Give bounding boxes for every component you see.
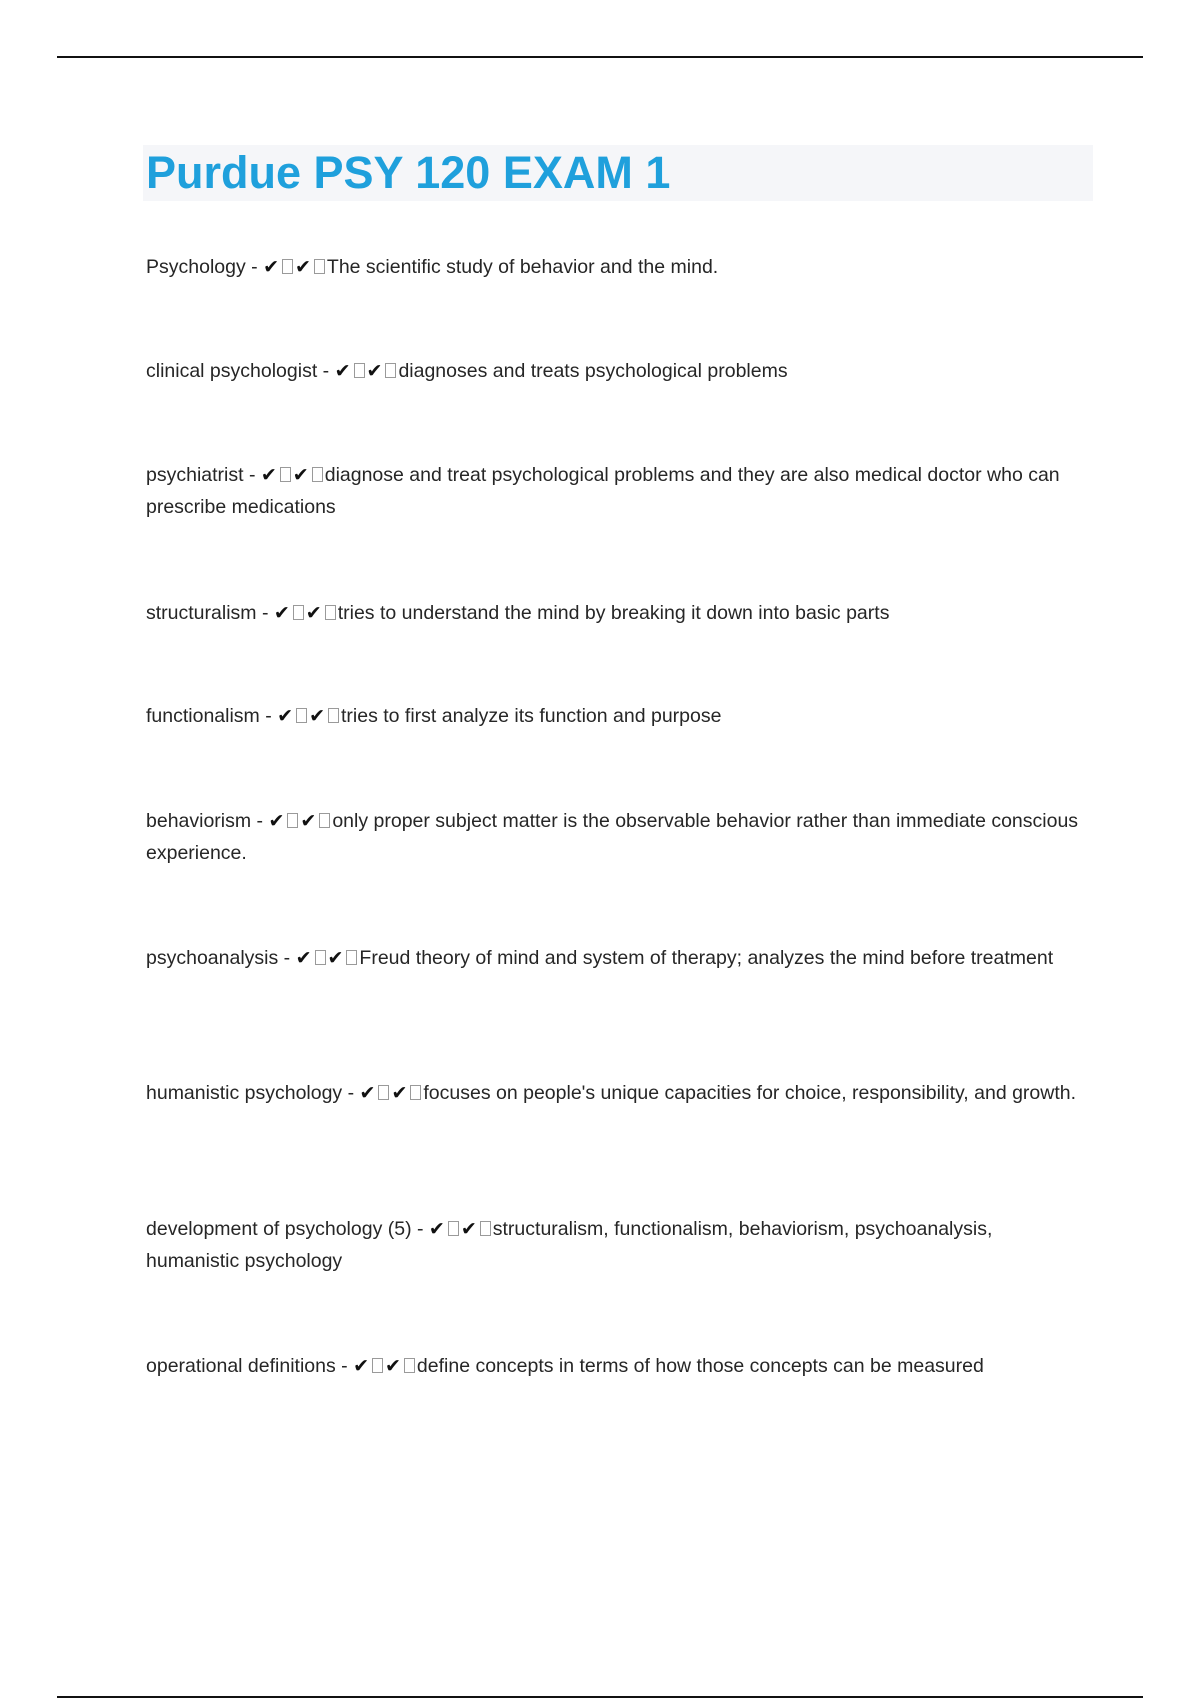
entry-separator: - xyxy=(317,360,335,382)
check-mark-icon: ✔ xyxy=(277,705,294,727)
entry-definition: structuralism, functionalism, behaviorism, psychoanalysis, humanistic psychology xyxy=(146,1218,993,1272)
list-item xyxy=(146,700,1086,732)
page-title: Purdue PSY 120 EXAM 1 xyxy=(146,147,671,198)
entry-term: Psychology xyxy=(146,256,246,278)
check-mark-icon: ✔ xyxy=(391,1082,408,1104)
entry-term: psychoanalysis xyxy=(146,947,279,969)
missing-glyph-icon xyxy=(282,259,293,274)
entry-term: functionalism xyxy=(146,705,260,727)
check-mark-icon: ✔ xyxy=(273,602,290,624)
check-mark-icon: ✔ xyxy=(366,360,383,382)
list-item xyxy=(146,355,1086,387)
entry-separator: - xyxy=(256,602,274,624)
entry-separator: - xyxy=(335,1355,354,1377)
check-mark-icon: ✔ xyxy=(292,464,309,486)
missing-glyph-icon xyxy=(410,1085,421,1100)
check-mark-icon: ✔ xyxy=(428,1218,445,1240)
entry-definition: The scientific study of behavior and the mind. xyxy=(326,256,719,278)
check-mark-icon: ✔ xyxy=(359,1082,376,1104)
missing-glyph-icon xyxy=(480,1221,491,1236)
missing-glyph-icon xyxy=(448,1221,459,1236)
entry-definition: define concepts in terms of how those concepts can be measured xyxy=(416,1355,984,1377)
entry-separator: - xyxy=(278,947,296,969)
missing-glyph-icon xyxy=(315,950,326,965)
entry-term: operational definitions xyxy=(146,1355,336,1377)
entry-separator: - xyxy=(259,705,278,727)
check-mark-icon: ✔ xyxy=(460,1218,477,1240)
missing-glyph-icon xyxy=(385,363,396,378)
entry-definition: focuses on people's unique capacities for choice, responsibility, and growth. xyxy=(423,1082,1077,1104)
entry-definition: diagnose and treat psychological problems and they are also medical doctor who can prescribe medications xyxy=(146,464,1060,518)
list-item xyxy=(146,805,1086,869)
missing-glyph-icon xyxy=(293,605,304,620)
check-mark-icon: ✔ xyxy=(295,947,312,969)
check-mark-icon: ✔ xyxy=(300,810,317,832)
check-mark-icon: ✔ xyxy=(268,810,285,832)
entry-term: humanistic psychology xyxy=(146,1082,343,1104)
list-item xyxy=(146,597,1086,629)
missing-glyph-icon xyxy=(378,1085,389,1100)
entry-separator: - xyxy=(342,1082,360,1104)
entry-definition: only proper subject matter is the observable behavior rather than immediate conscious experience. xyxy=(146,810,1079,864)
entry-separator: - xyxy=(251,810,269,832)
list-item xyxy=(146,459,1086,523)
entry-definition: Freud theory of mind and system of therapy; analyzes the mind before treatment xyxy=(359,947,1054,969)
missing-glyph-icon xyxy=(346,950,357,965)
check-mark-icon: ✔ xyxy=(260,464,277,486)
check-mark-icon: ✔ xyxy=(294,256,311,278)
list-item xyxy=(146,1077,1086,1109)
missing-glyph-icon xyxy=(296,708,307,723)
missing-glyph-icon xyxy=(312,467,323,482)
missing-glyph-icon xyxy=(328,708,339,723)
entry-term: structuralism xyxy=(146,602,257,624)
check-mark-icon: ✔ xyxy=(384,1355,401,1377)
entry-separator: - xyxy=(245,256,264,278)
entry-term: clinical psychologist xyxy=(146,360,318,382)
check-mark-icon: ✔ xyxy=(305,602,322,624)
check-mark-icon: ✔ xyxy=(309,705,325,727)
top-rule xyxy=(57,56,1143,58)
entry-term: behaviorism xyxy=(146,810,252,832)
bottom-rule xyxy=(57,1696,1143,1698)
entry-term: psychiatrist xyxy=(146,464,244,486)
missing-glyph-icon xyxy=(280,467,291,482)
list-item xyxy=(146,1213,1086,1277)
missing-glyph-icon xyxy=(314,259,325,274)
check-mark-icon: ✔ xyxy=(263,256,279,278)
list-item xyxy=(146,942,1086,974)
missing-glyph-icon xyxy=(319,813,330,828)
missing-glyph-icon xyxy=(354,363,365,378)
entry-term: development of psychology (5) xyxy=(146,1218,412,1240)
entry-definition: tries to first analyze its function and purpose xyxy=(341,705,722,727)
list-item xyxy=(146,251,1086,283)
check-mark-icon: ✔ xyxy=(334,360,351,382)
missing-glyph-icon xyxy=(372,1358,383,1373)
missing-glyph-icon xyxy=(325,605,336,620)
check-mark-icon: ✔ xyxy=(353,1355,369,1377)
entry-definition: tries to understand the mind by breaking it down into basic parts xyxy=(337,602,890,624)
check-mark-icon: ✔ xyxy=(327,947,344,969)
list-item xyxy=(146,1350,1086,1382)
entry-separator: - xyxy=(411,1218,429,1240)
missing-glyph-icon xyxy=(287,813,298,828)
entry-separator: - xyxy=(243,464,261,486)
entry-definition: diagnoses and treats psychological problems xyxy=(398,360,788,382)
missing-glyph-icon xyxy=(404,1358,415,1373)
